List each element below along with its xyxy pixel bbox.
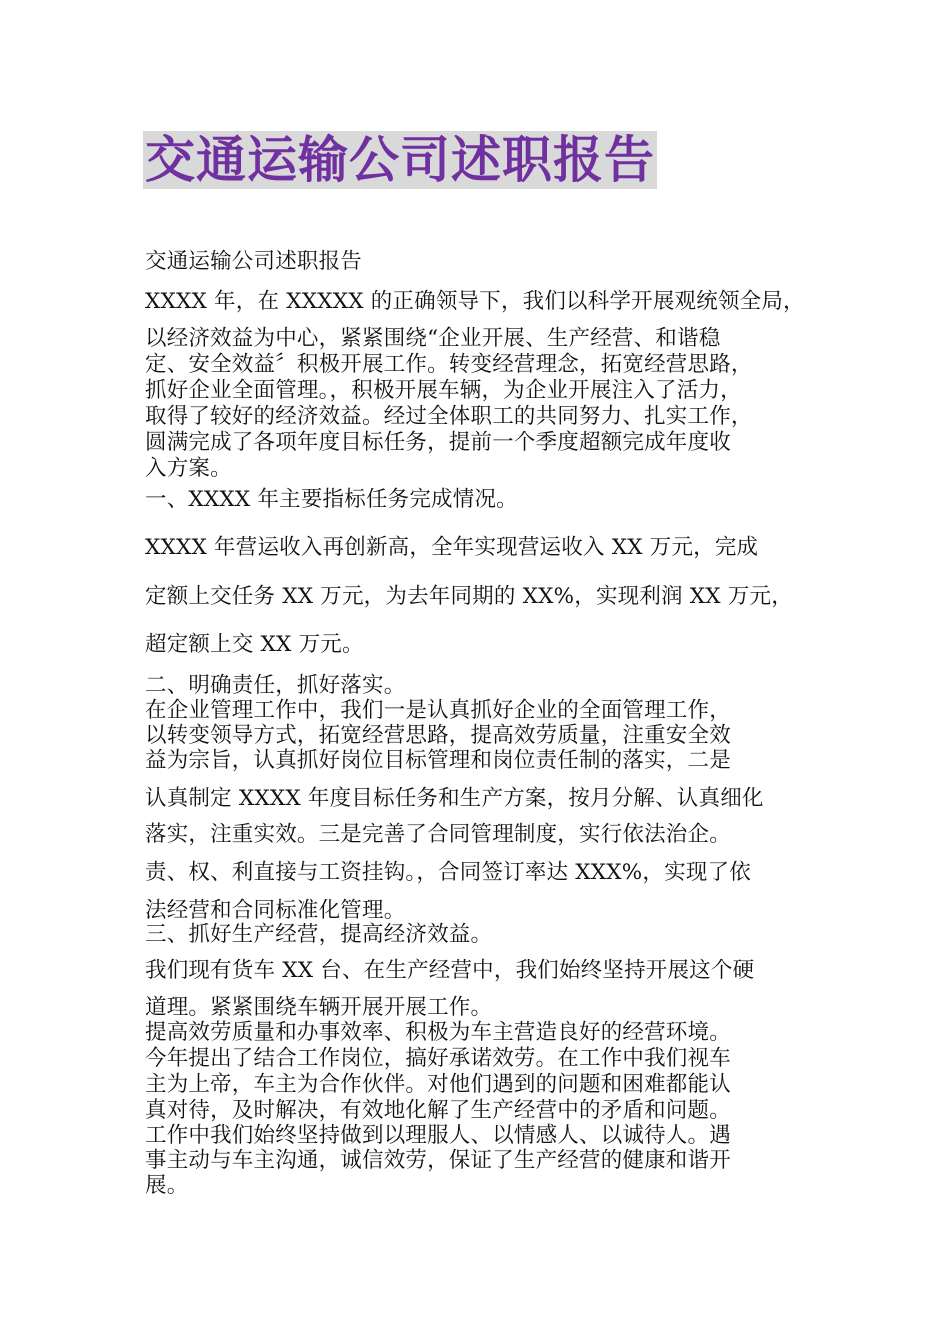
paragraph-line: 道理。紧紧围绕车辆开展开展工作。	[145, 995, 493, 1020]
paragraph-line: 法经营和合同标准化管理。	[145, 898, 406, 923]
paragraph-line: 以转变领导方式，拓宽经营思路，提高效劳质量，注重安全效	[145, 723, 731, 748]
paragraph-line: XXXX 年，在 XXXXX 的正确领导下，我们以科学开展观统领全局，	[145, 289, 805, 314]
paragraph-line: XXXX 年营运收入再创新高，全年实现营运收入 XX 万元，完成	[145, 535, 759, 560]
paragraph-line: 抓好企业全面管理。，积极开展车辆，为企业开展注入了活力，	[145, 378, 742, 403]
paragraph-line: 取得了较好的经济效益。经过全体职工的共同努力、扎实工作，	[145, 404, 753, 429]
paragraph-line: 今年提出了结合工作岗位，搞好承诺效劳。在工作中我们视车	[145, 1046, 731, 1071]
document-title: 交通运输公司述职报告	[145, 131, 655, 189]
section-heading: 三、抓好生产经营，提高经济效益。	[145, 922, 493, 947]
paragraph-line: 认真制定 XXXX 年度目标任务和生产方案，按月分解、认真细化	[145, 786, 764, 811]
paragraph-line: 真对待，及时解决，有效地化解了生产经营中的矛盾和问题。	[145, 1098, 731, 1123]
paragraph-line: 定、安全效益〞积极开展工作。转变经营理念，拓宽经营思路，	[145, 352, 753, 377]
paragraph-line: 责、权、利直接与工资挂钩。，合同签订率达 XXX%，实现了依	[145, 860, 751, 885]
paragraph-line: 我们现有货车 XX 台、在生产经营中，我们始终坚持开展这个硬	[145, 958, 755, 983]
subtitle-line: 交通运输公司述职报告	[145, 249, 363, 274]
section-heading: 一、XXXX 年主要指标任务完成情况。	[145, 487, 518, 512]
paragraph-line: 益为宗旨，认真抓好岗位目标管理和岗位责任制的落实，二是	[145, 748, 731, 773]
paragraph-line: 事主动与车主沟通，诚信效劳，保证了生产经营的健康和谐开	[145, 1148, 731, 1173]
paragraph-line: 提高效劳质量和办事效率、积极为车主营造良好的经营环境。	[145, 1020, 731, 1045]
paragraph-line: 圆满完成了各项年度目标任务，提前一个季度超额完成年度收	[145, 430, 731, 455]
paragraph-line: 定额上交任务 XX 万元，为去年同期的 XX%，实现利润 XX 万元，	[145, 584, 793, 609]
paragraph-line: 工作中我们始终坚持做到以理服人、以情感人、以诚待人。遇	[145, 1123, 731, 1148]
paragraph-line: 入方案。	[145, 456, 232, 481]
paragraph-line: 以经济效益为中心，紧紧围绕“企业开展、生产经营、和谐稳	[145, 326, 721, 351]
section-heading: 二、明确责任，抓好落实。	[145, 673, 406, 698]
paragraph-line: 展。	[145, 1173, 189, 1198]
paragraph-line: 落实，注重实效。三是完善了合同管理制度，实行依法治企。	[145, 822, 731, 847]
paragraph-line: 主为上帝，车主为合作伙伴。对他们遇到的问题和困难都能认	[145, 1072, 731, 1097]
paragraph-line: 超定额上交 XX 万元。	[145, 632, 364, 657]
paragraph-line: 在企业管理工作中，我们一是认真抓好企业的全面管理工作，	[145, 698, 731, 723]
